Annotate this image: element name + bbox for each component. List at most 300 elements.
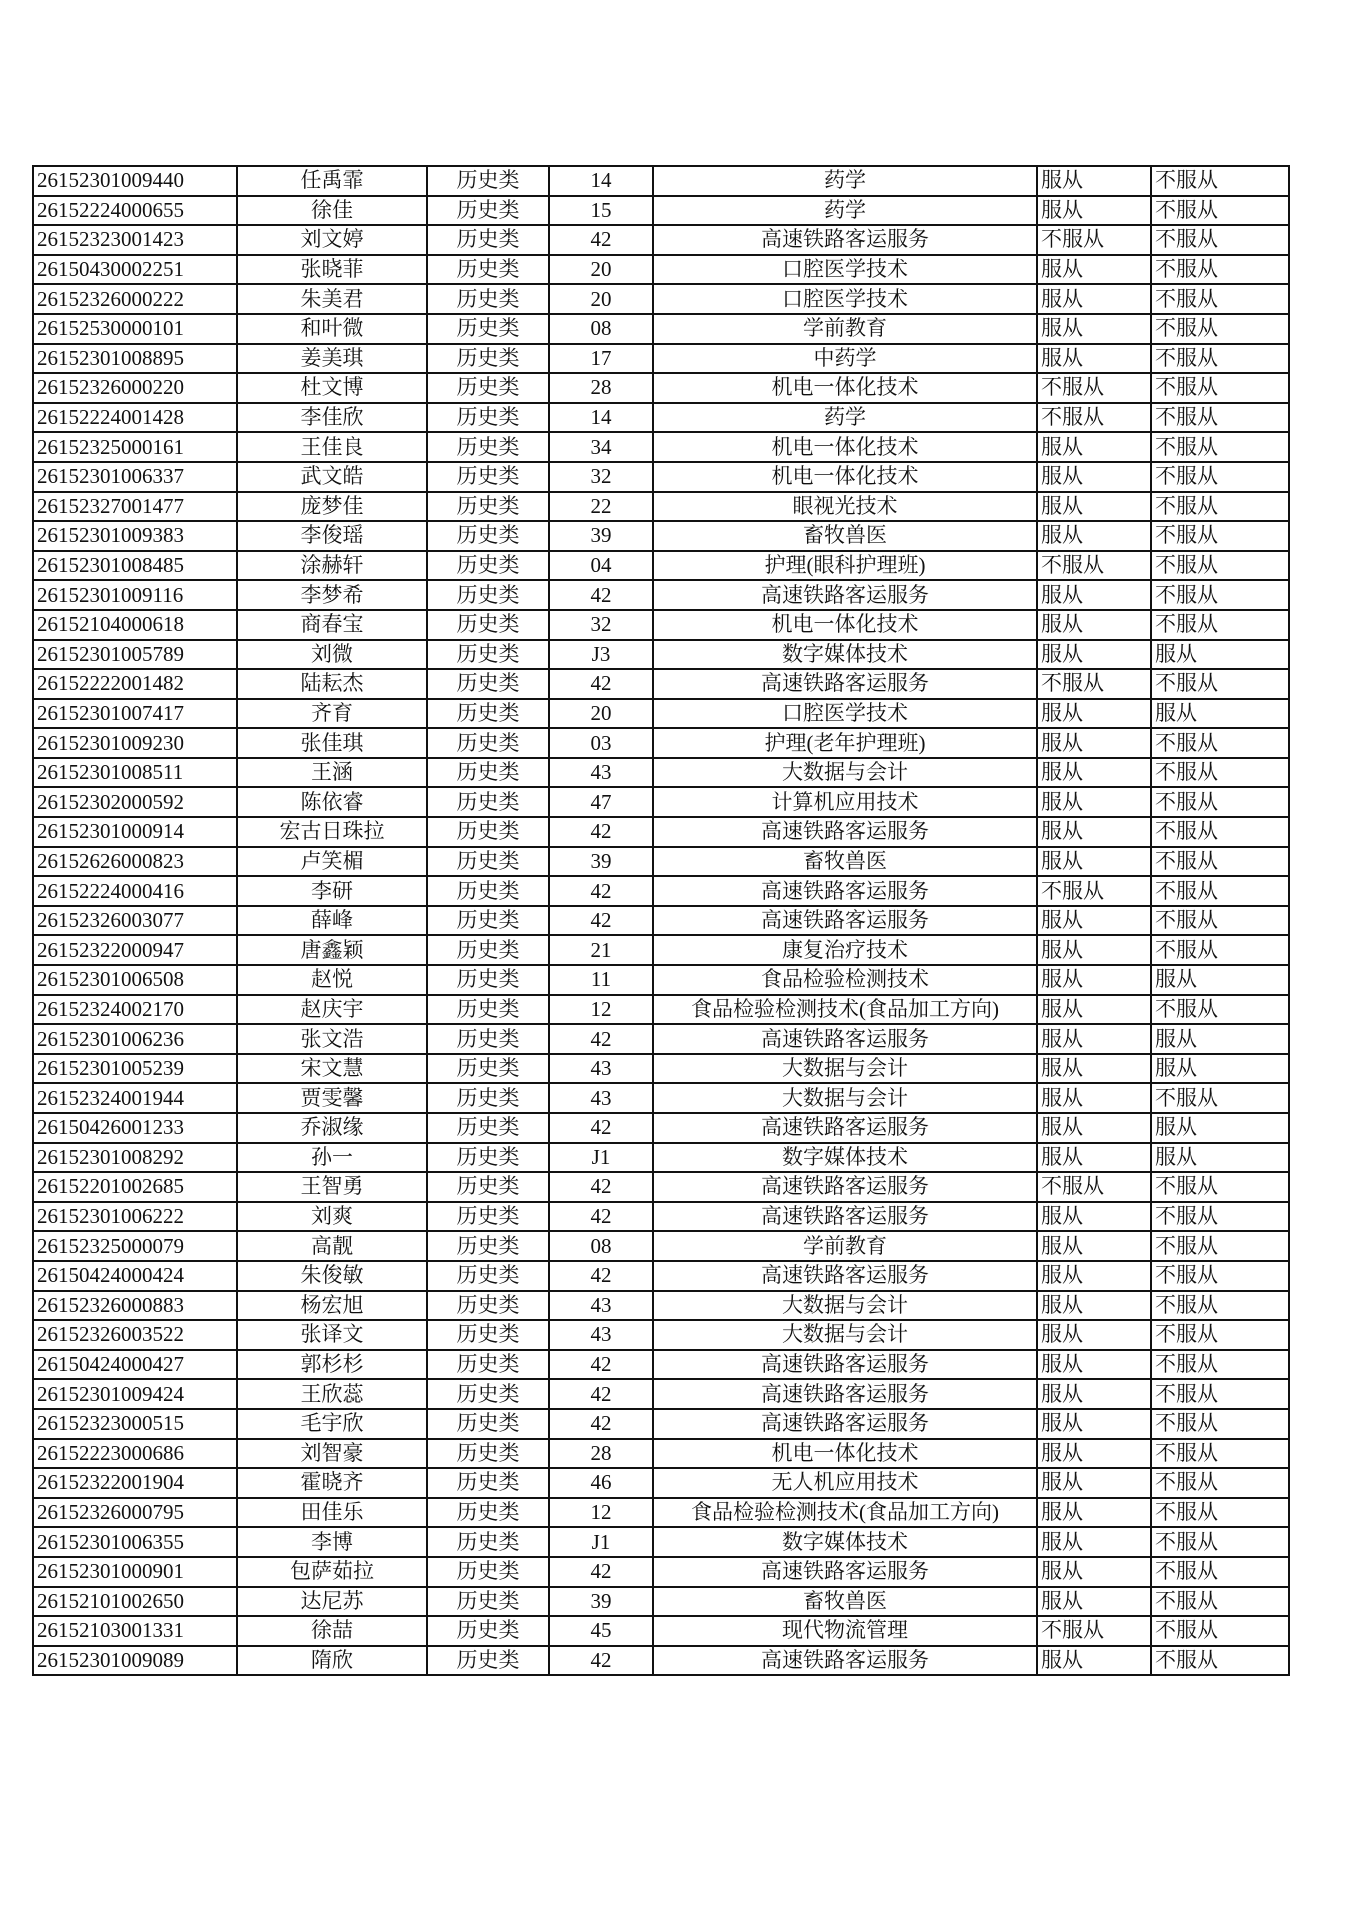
name-cell: 和叶微 bbox=[237, 314, 427, 344]
adjust-major-cell: 服从 bbox=[1037, 432, 1151, 462]
exam-id-cell: 26152301006337 bbox=[33, 462, 237, 492]
name-cell: 郭杉杉 bbox=[237, 1350, 427, 1380]
name-cell: 庞梦佳 bbox=[237, 492, 427, 522]
table-row bbox=[33, 728, 1289, 758]
exam-id-cell: 26152301009383 bbox=[33, 521, 237, 551]
category-cell: 历史类 bbox=[427, 906, 549, 936]
adjust-major-cell: 服从 bbox=[1037, 758, 1151, 788]
name-cell: 任禹霏 bbox=[237, 166, 427, 196]
major-name-cell: 学前教育 bbox=[653, 1231, 1037, 1261]
major-code-cell: 21 bbox=[549, 935, 653, 965]
adjust-college-cell: 不服从 bbox=[1151, 1350, 1289, 1380]
adjust-major-cell: 服从 bbox=[1037, 965, 1151, 995]
adjust-college-cell: 服从 bbox=[1151, 1113, 1289, 1143]
exam-id-cell: 26152301000914 bbox=[33, 817, 237, 847]
adjust-college-cell: 不服从 bbox=[1151, 728, 1289, 758]
adjust-major-cell: 不服从 bbox=[1037, 225, 1151, 255]
major-name-cell: 高速铁路客运服务 bbox=[653, 1379, 1037, 1409]
adjust-college-cell: 不服从 bbox=[1151, 166, 1289, 196]
adjust-major-cell: 服从 bbox=[1037, 1291, 1151, 1321]
adjust-college-cell: 不服从 bbox=[1151, 1261, 1289, 1291]
adjust-college-cell: 不服从 bbox=[1151, 935, 1289, 965]
category-cell: 历史类 bbox=[427, 521, 549, 551]
table-row bbox=[33, 1083, 1289, 1113]
major-code-cell: 45 bbox=[549, 1616, 653, 1646]
table-row bbox=[33, 551, 1289, 581]
major-code-cell: 42 bbox=[549, 1646, 653, 1676]
adjust-college-cell: 服从 bbox=[1151, 1143, 1289, 1173]
name-cell: 刘智豪 bbox=[237, 1439, 427, 1469]
major-name-cell: 口腔医学技术 bbox=[653, 284, 1037, 314]
name-cell: 王佳良 bbox=[237, 432, 427, 462]
adjust-major-cell: 服从 bbox=[1037, 1024, 1151, 1054]
adjust-college-cell: 不服从 bbox=[1151, 906, 1289, 936]
adjust-college-cell: 不服从 bbox=[1151, 1379, 1289, 1409]
table-row bbox=[33, 1320, 1289, 1350]
adjust-college-cell: 不服从 bbox=[1151, 1320, 1289, 1350]
major-code-cell: 42 bbox=[549, 1409, 653, 1439]
major-name-cell: 数字媒体技术 bbox=[653, 1527, 1037, 1557]
name-cell: 李研 bbox=[237, 876, 427, 906]
category-cell: 历史类 bbox=[427, 284, 549, 314]
table-row bbox=[33, 1616, 1289, 1646]
name-cell: 徐佳 bbox=[237, 196, 427, 226]
major-code-cell: 43 bbox=[549, 758, 653, 788]
major-code-cell: 42 bbox=[549, 225, 653, 255]
adjust-major-cell: 服从 bbox=[1037, 1468, 1151, 1498]
exam-id-cell: 26152301005789 bbox=[33, 640, 237, 670]
adjust-major-cell: 不服从 bbox=[1037, 403, 1151, 433]
adjust-college-cell: 不服从 bbox=[1151, 758, 1289, 788]
adjust-major-cell: 服从 bbox=[1037, 1527, 1151, 1557]
table-row bbox=[33, 995, 1289, 1025]
adjust-college-cell: 不服从 bbox=[1151, 1231, 1289, 1261]
table-row bbox=[33, 1054, 1289, 1084]
major-code-cell: 14 bbox=[549, 166, 653, 196]
major-code-cell: 47 bbox=[549, 787, 653, 817]
major-code-cell: 42 bbox=[549, 817, 653, 847]
major-name-cell: 口腔医学技术 bbox=[653, 699, 1037, 729]
table-row bbox=[33, 166, 1289, 196]
name-cell: 朱俊敏 bbox=[237, 1261, 427, 1291]
exam-id-cell: 26152327001477 bbox=[33, 492, 237, 522]
major-code-cell: 42 bbox=[549, 1024, 653, 1054]
exam-id-cell: 26152301000901 bbox=[33, 1557, 237, 1587]
major-code-cell: 42 bbox=[549, 1202, 653, 1232]
major-code-cell: 39 bbox=[549, 1587, 653, 1617]
exam-id-cell: 26152626000823 bbox=[33, 847, 237, 877]
table-row bbox=[33, 906, 1289, 936]
name-cell: 徐喆 bbox=[237, 1616, 427, 1646]
adjust-major-cell: 服从 bbox=[1037, 462, 1151, 492]
category-cell: 历史类 bbox=[427, 255, 549, 285]
major-code-cell: 42 bbox=[549, 580, 653, 610]
major-code-cell: 42 bbox=[549, 1350, 653, 1380]
category-cell: 历史类 bbox=[427, 1498, 549, 1528]
exam-id-cell: 26152224000416 bbox=[33, 876, 237, 906]
major-name-cell: 高速铁路客运服务 bbox=[653, 1646, 1037, 1676]
table-row bbox=[33, 196, 1289, 226]
major-code-cell: 43 bbox=[549, 1054, 653, 1084]
adjust-college-cell: 不服从 bbox=[1151, 373, 1289, 403]
category-cell: 历史类 bbox=[427, 403, 549, 433]
major-code-cell: 11 bbox=[549, 965, 653, 995]
major-name-cell: 畜牧兽医 bbox=[653, 521, 1037, 551]
major-name-cell: 无人机应用技术 bbox=[653, 1468, 1037, 1498]
exam-id-cell: 26152530000101 bbox=[33, 314, 237, 344]
major-code-cell: 12 bbox=[549, 995, 653, 1025]
category-cell: 历史类 bbox=[427, 935, 549, 965]
major-name-cell: 高速铁路客运服务 bbox=[653, 669, 1037, 699]
adjust-college-cell: 不服从 bbox=[1151, 314, 1289, 344]
major-name-cell: 机电一体化技术 bbox=[653, 462, 1037, 492]
major-name-cell: 高速铁路客运服务 bbox=[653, 1202, 1037, 1232]
name-cell: 李佳欣 bbox=[237, 403, 427, 433]
adjust-college-cell: 不服从 bbox=[1151, 1409, 1289, 1439]
exam-id-cell: 26150426001233 bbox=[33, 1113, 237, 1143]
category-cell: 历史类 bbox=[427, 225, 549, 255]
major-code-cell: 42 bbox=[549, 1379, 653, 1409]
table-row bbox=[33, 847, 1289, 877]
table-row bbox=[33, 935, 1289, 965]
table-row bbox=[33, 610, 1289, 640]
adjust-major-cell: 服从 bbox=[1037, 995, 1151, 1025]
major-name-cell: 现代物流管理 bbox=[653, 1616, 1037, 1646]
adjust-major-cell: 服从 bbox=[1037, 1261, 1151, 1291]
name-cell: 张晓菲 bbox=[237, 255, 427, 285]
major-code-cell: 42 bbox=[549, 1113, 653, 1143]
table-row bbox=[33, 817, 1289, 847]
exam-id-cell: 26152101002650 bbox=[33, 1587, 237, 1617]
adjust-college-cell: 不服从 bbox=[1151, 1202, 1289, 1232]
adjust-college-cell: 不服从 bbox=[1151, 669, 1289, 699]
name-cell: 刘爽 bbox=[237, 1202, 427, 1232]
name-cell: 乔淑缘 bbox=[237, 1113, 427, 1143]
name-cell: 王涵 bbox=[237, 758, 427, 788]
major-name-cell: 机电一体化技术 bbox=[653, 432, 1037, 462]
major-code-cell: J3 bbox=[549, 640, 653, 670]
name-cell: 李博 bbox=[237, 1527, 427, 1557]
major-name-cell: 高速铁路客运服务 bbox=[653, 1024, 1037, 1054]
category-cell: 历史类 bbox=[427, 462, 549, 492]
adjust-major-cell: 服从 bbox=[1037, 1083, 1151, 1113]
major-name-cell: 高速铁路客运服务 bbox=[653, 1350, 1037, 1380]
table-body bbox=[33, 166, 1289, 1675]
table-row bbox=[33, 965, 1289, 995]
exam-id-cell: 26152301006355 bbox=[33, 1527, 237, 1557]
exam-id-cell: 26152301009089 bbox=[33, 1646, 237, 1676]
exam-id-cell: 26152301008511 bbox=[33, 758, 237, 788]
name-cell: 刘微 bbox=[237, 640, 427, 670]
table-row bbox=[33, 1527, 1289, 1557]
category-cell: 历史类 bbox=[427, 432, 549, 462]
major-code-cell: 22 bbox=[549, 492, 653, 522]
exam-id-cell: 26152301009230 bbox=[33, 728, 237, 758]
name-cell: 涂赫轩 bbox=[237, 551, 427, 581]
major-name-cell: 畜牧兽医 bbox=[653, 847, 1037, 877]
adjust-major-cell: 不服从 bbox=[1037, 1172, 1151, 1202]
name-cell: 宋文慧 bbox=[237, 1054, 427, 1084]
adjust-major-cell: 服从 bbox=[1037, 166, 1151, 196]
major-name-cell: 康复治疗技术 bbox=[653, 935, 1037, 965]
major-code-cell: 39 bbox=[549, 847, 653, 877]
major-name-cell: 药学 bbox=[653, 166, 1037, 196]
exam-id-cell: 26152224001428 bbox=[33, 403, 237, 433]
major-code-cell: 03 bbox=[549, 728, 653, 758]
adjust-major-cell: 服从 bbox=[1037, 1054, 1151, 1084]
exam-id-cell: 26152301005239 bbox=[33, 1054, 237, 1084]
adjust-college-cell: 不服从 bbox=[1151, 521, 1289, 551]
category-cell: 历史类 bbox=[427, 1024, 549, 1054]
adjust-college-cell: 不服从 bbox=[1151, 876, 1289, 906]
adjust-major-cell: 服从 bbox=[1037, 640, 1151, 670]
name-cell: 商春宝 bbox=[237, 610, 427, 640]
admission-table bbox=[32, 165, 1290, 1676]
table-row bbox=[33, 1646, 1289, 1676]
major-code-cell: 20 bbox=[549, 699, 653, 729]
adjust-major-cell: 服从 bbox=[1037, 1557, 1151, 1587]
major-name-cell: 眼视光技术 bbox=[653, 492, 1037, 522]
name-cell: 薛峰 bbox=[237, 906, 427, 936]
table-row bbox=[33, 1143, 1289, 1173]
adjust-college-cell: 不服从 bbox=[1151, 432, 1289, 462]
major-name-cell: 学前教育 bbox=[653, 314, 1037, 344]
category-cell: 历史类 bbox=[427, 344, 549, 374]
major-code-cell: 43 bbox=[549, 1083, 653, 1113]
name-cell: 姜美琪 bbox=[237, 344, 427, 374]
exam-id-cell: 26152301008485 bbox=[33, 551, 237, 581]
adjust-major-cell: 服从 bbox=[1037, 906, 1151, 936]
table-row bbox=[33, 284, 1289, 314]
table-row bbox=[33, 699, 1289, 729]
adjust-college-cell: 不服从 bbox=[1151, 787, 1289, 817]
exam-id-cell: 26152323000515 bbox=[33, 1409, 237, 1439]
adjust-major-cell: 服从 bbox=[1037, 1113, 1151, 1143]
adjust-major-cell: 服从 bbox=[1037, 344, 1151, 374]
category-cell: 历史类 bbox=[427, 166, 549, 196]
adjust-college-cell: 不服从 bbox=[1151, 462, 1289, 492]
adjust-major-cell: 不服从 bbox=[1037, 551, 1151, 581]
category-cell: 历史类 bbox=[427, 876, 549, 906]
adjust-college-cell: 不服从 bbox=[1151, 1557, 1289, 1587]
category-cell: 历史类 bbox=[427, 1587, 549, 1617]
adjust-college-cell: 不服从 bbox=[1151, 817, 1289, 847]
major-code-cell: 32 bbox=[549, 462, 653, 492]
name-cell: 包萨茹拉 bbox=[237, 1557, 427, 1587]
major-code-cell: 28 bbox=[549, 1439, 653, 1469]
category-cell: 历史类 bbox=[427, 699, 549, 729]
category-cell: 历史类 bbox=[427, 1616, 549, 1646]
table-row bbox=[33, 344, 1289, 374]
table-row bbox=[33, 1557, 1289, 1587]
exam-id-cell: 26150424000427 bbox=[33, 1350, 237, 1380]
exam-id-cell: 26152324002170 bbox=[33, 995, 237, 1025]
table-row bbox=[33, 640, 1289, 670]
major-code-cell: J1 bbox=[549, 1527, 653, 1557]
category-cell: 历史类 bbox=[427, 1527, 549, 1557]
name-cell: 王智勇 bbox=[237, 1172, 427, 1202]
name-cell: 高靓 bbox=[237, 1231, 427, 1261]
adjust-major-cell: 服从 bbox=[1037, 1439, 1151, 1469]
category-cell: 历史类 bbox=[427, 787, 549, 817]
adjust-college-cell: 不服从 bbox=[1151, 196, 1289, 226]
category-cell: 历史类 bbox=[427, 1054, 549, 1084]
category-cell: 历史类 bbox=[427, 1379, 549, 1409]
category-cell: 历史类 bbox=[427, 492, 549, 522]
name-cell: 朱美君 bbox=[237, 284, 427, 314]
name-cell: 刘文婷 bbox=[237, 225, 427, 255]
table-row bbox=[33, 1172, 1289, 1202]
exam-id-cell: 26152301009116 bbox=[33, 580, 237, 610]
major-name-cell: 畜牧兽医 bbox=[653, 1587, 1037, 1617]
adjust-college-cell: 不服从 bbox=[1151, 255, 1289, 285]
table-row bbox=[33, 462, 1289, 492]
adjust-major-cell: 服从 bbox=[1037, 1320, 1151, 1350]
name-cell: 陈依睿 bbox=[237, 787, 427, 817]
adjust-major-cell: 服从 bbox=[1037, 284, 1151, 314]
major-name-cell: 药学 bbox=[653, 196, 1037, 226]
exam-id-cell: 26152326000883 bbox=[33, 1291, 237, 1321]
adjust-college-cell: 不服从 bbox=[1151, 847, 1289, 877]
major-code-cell: 43 bbox=[549, 1291, 653, 1321]
name-cell: 武文皓 bbox=[237, 462, 427, 492]
category-cell: 历史类 bbox=[427, 1468, 549, 1498]
name-cell: 孙一 bbox=[237, 1143, 427, 1173]
adjust-major-cell: 服从 bbox=[1037, 580, 1151, 610]
major-name-cell: 高速铁路客运服务 bbox=[653, 1113, 1037, 1143]
major-code-cell: 12 bbox=[549, 1498, 653, 1528]
category-cell: 历史类 bbox=[427, 314, 549, 344]
table-row bbox=[33, 432, 1289, 462]
category-cell: 历史类 bbox=[427, 817, 549, 847]
name-cell: 李梦希 bbox=[237, 580, 427, 610]
major-code-cell: 46 bbox=[549, 1468, 653, 1498]
adjust-major-cell: 不服从 bbox=[1037, 876, 1151, 906]
adjust-college-cell: 不服从 bbox=[1151, 995, 1289, 1025]
exam-id-cell: 26152223000686 bbox=[33, 1439, 237, 1469]
exam-id-cell: 26152302000592 bbox=[33, 787, 237, 817]
major-name-cell: 高速铁路客运服务 bbox=[653, 906, 1037, 936]
adjust-college-cell: 不服从 bbox=[1151, 1468, 1289, 1498]
major-name-cell: 数字媒体技术 bbox=[653, 640, 1037, 670]
exam-id-cell: 26152325000161 bbox=[33, 432, 237, 462]
major-name-cell: 高速铁路客运服务 bbox=[653, 1557, 1037, 1587]
major-code-cell: 43 bbox=[549, 1320, 653, 1350]
table-row bbox=[33, 1587, 1289, 1617]
category-cell: 历史类 bbox=[427, 847, 549, 877]
exam-id-cell: 26152326000795 bbox=[33, 1498, 237, 1528]
table-row bbox=[33, 255, 1289, 285]
major-name-cell: 口腔医学技术 bbox=[653, 255, 1037, 285]
major-code-cell: 14 bbox=[549, 403, 653, 433]
name-cell: 霍晓齐 bbox=[237, 1468, 427, 1498]
category-cell: 历史类 bbox=[427, 1320, 549, 1350]
name-cell: 卢笑楣 bbox=[237, 847, 427, 877]
major-code-cell: 42 bbox=[549, 669, 653, 699]
category-cell: 历史类 bbox=[427, 669, 549, 699]
adjust-college-cell: 服从 bbox=[1151, 1024, 1289, 1054]
adjust-college-cell: 不服从 bbox=[1151, 403, 1289, 433]
table-row bbox=[33, 1439, 1289, 1469]
category-cell: 历史类 bbox=[427, 551, 549, 581]
adjust-college-cell: 不服从 bbox=[1151, 1291, 1289, 1321]
adjust-major-cell: 服从 bbox=[1037, 847, 1151, 877]
major-name-cell: 高速铁路客运服务 bbox=[653, 876, 1037, 906]
adjust-major-cell: 服从 bbox=[1037, 196, 1151, 226]
adjust-major-cell: 服从 bbox=[1037, 935, 1151, 965]
adjust-major-cell: 服从 bbox=[1037, 699, 1151, 729]
exam-id-cell: 26152301009424 bbox=[33, 1379, 237, 1409]
adjust-major-cell: 服从 bbox=[1037, 255, 1151, 285]
category-cell: 历史类 bbox=[427, 728, 549, 758]
major-name-cell: 高速铁路客运服务 bbox=[653, 225, 1037, 255]
major-code-cell: 08 bbox=[549, 1231, 653, 1261]
category-cell: 历史类 bbox=[427, 1083, 549, 1113]
major-code-cell: J1 bbox=[549, 1143, 653, 1173]
adjust-college-cell: 服从 bbox=[1151, 640, 1289, 670]
name-cell: 王欣蕊 bbox=[237, 1379, 427, 1409]
name-cell: 李俊瑶 bbox=[237, 521, 427, 551]
adjust-college-cell: 服从 bbox=[1151, 699, 1289, 729]
major-code-cell: 42 bbox=[549, 906, 653, 936]
name-cell: 赵庆宇 bbox=[237, 995, 427, 1025]
exam-id-cell: 26152323001423 bbox=[33, 225, 237, 255]
major-name-cell: 大数据与会计 bbox=[653, 758, 1037, 788]
category-cell: 历史类 bbox=[427, 640, 549, 670]
major-name-cell: 大数据与会计 bbox=[653, 1320, 1037, 1350]
major-code-cell: 15 bbox=[549, 196, 653, 226]
major-code-cell: 28 bbox=[549, 373, 653, 403]
adjust-college-cell: 不服从 bbox=[1151, 1172, 1289, 1202]
major-code-cell: 04 bbox=[549, 551, 653, 581]
category-cell: 历史类 bbox=[427, 965, 549, 995]
name-cell: 毛宇欣 bbox=[237, 1409, 427, 1439]
major-name-cell: 高速铁路客运服务 bbox=[653, 1172, 1037, 1202]
major-name-cell: 机电一体化技术 bbox=[653, 1439, 1037, 1469]
exam-id-cell: 26152326003077 bbox=[33, 906, 237, 936]
exam-id-cell: 26152301009440 bbox=[33, 166, 237, 196]
category-cell: 历史类 bbox=[427, 995, 549, 1025]
category-cell: 历史类 bbox=[427, 1409, 549, 1439]
table-row bbox=[33, 492, 1289, 522]
exam-id-cell: 26152301006508 bbox=[33, 965, 237, 995]
adjust-college-cell: 服从 bbox=[1151, 1054, 1289, 1084]
table-row bbox=[33, 876, 1289, 906]
adjust-college-cell: 不服从 bbox=[1151, 1083, 1289, 1113]
adjust-college-cell: 不服从 bbox=[1151, 1439, 1289, 1469]
category-cell: 历史类 bbox=[427, 1172, 549, 1202]
table-row bbox=[33, 758, 1289, 788]
name-cell: 张译文 bbox=[237, 1320, 427, 1350]
table-row bbox=[33, 1409, 1289, 1439]
major-name-cell: 药学 bbox=[653, 403, 1037, 433]
category-cell: 历史类 bbox=[427, 758, 549, 788]
name-cell: 达尼苏 bbox=[237, 1587, 427, 1617]
name-cell: 隋欣 bbox=[237, 1646, 427, 1676]
adjust-college-cell: 不服从 bbox=[1151, 344, 1289, 374]
major-code-cell: 42 bbox=[549, 1172, 653, 1202]
name-cell: 贾雯馨 bbox=[237, 1083, 427, 1113]
adjust-major-cell: 服从 bbox=[1037, 817, 1151, 847]
adjust-major-cell: 不服从 bbox=[1037, 669, 1151, 699]
exam-id-cell: 26152301006222 bbox=[33, 1202, 237, 1232]
category-cell: 历史类 bbox=[427, 610, 549, 640]
category-cell: 历史类 bbox=[427, 373, 549, 403]
adjust-major-cell: 服从 bbox=[1037, 728, 1151, 758]
adjust-college-cell: 不服从 bbox=[1151, 1616, 1289, 1646]
major-name-cell: 食品检验检测技术(食品加工方向) bbox=[653, 1498, 1037, 1528]
adjust-major-cell: 服从 bbox=[1037, 1231, 1151, 1261]
